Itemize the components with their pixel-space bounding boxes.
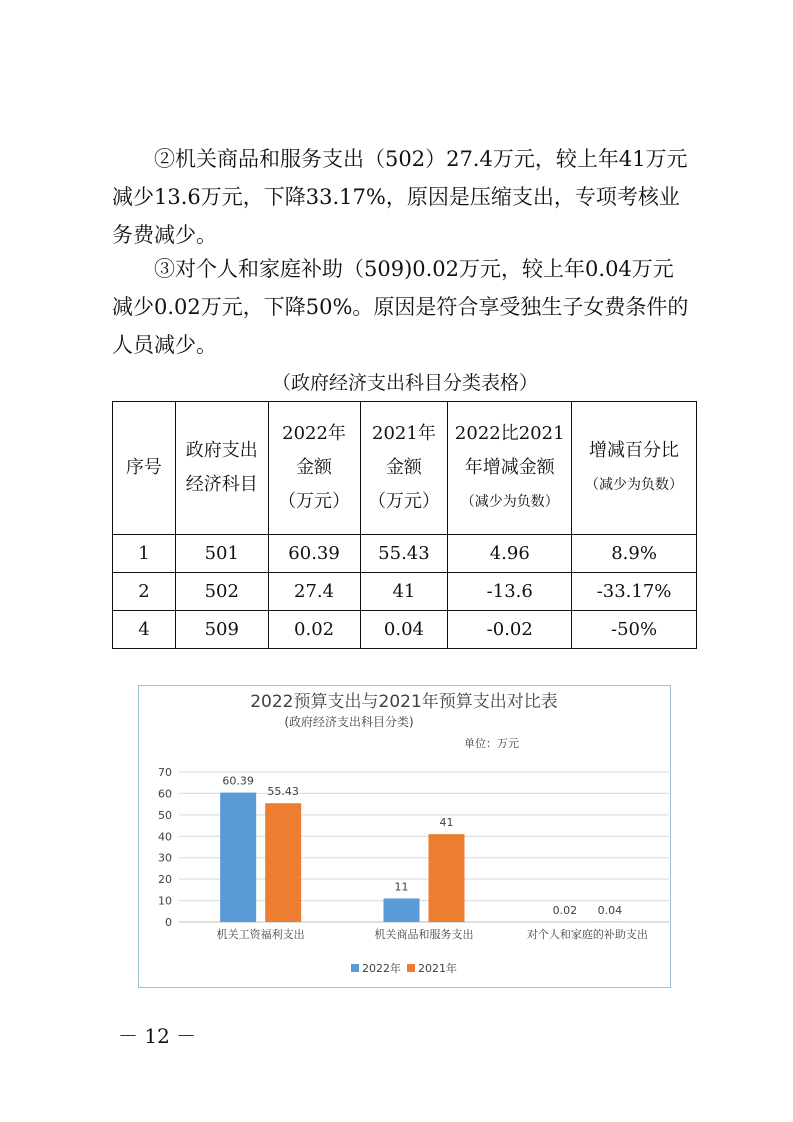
paragraph-family-subsidy: [112, 250, 689, 364]
chart-subtitle: (政府经济支出科目分类): [284, 715, 414, 729]
header-2021-amount: 2021年 金额 （万元）: [360, 402, 448, 535]
y-tick-label: 70: [158, 766, 172, 779]
data-label: 0.02: [552, 903, 578, 917]
page-number: － 12 －: [118, 1024, 197, 1048]
legend-label: 2022年: [362, 962, 401, 975]
cell-pct: 8.9%: [572, 535, 697, 573]
header-subject: 政府支出 经济科目: [175, 402, 268, 535]
y-tick-label: 0: [165, 916, 172, 929]
x-tick-label: 对个人和家庭的补助支出: [526, 928, 648, 941]
data-label: 0.04: [597, 903, 623, 917]
y-tick-label: 40: [158, 830, 172, 844]
table-header-row: [113, 402, 697, 535]
bar: [220, 793, 256, 922]
data-label: 41: [439, 816, 454, 830]
header-change-pct: 增减百分比 （减少为负数）: [572, 402, 697, 535]
cell-2022: 60.39: [268, 535, 360, 573]
cell-seq: 4: [113, 611, 176, 649]
y-tick-label: 30: [158, 851, 172, 865]
text-line: 人员减少。: [112, 333, 217, 357]
chart-unit-note: 单位：万元: [464, 737, 519, 750]
bar: [265, 803, 301, 922]
paragraph-goods-services: [112, 140, 688, 254]
cell-change: 4.96: [448, 535, 572, 573]
bar: [384, 898, 420, 922]
text-line: ②机关商品和服务支出（502）27.4万元，较上年41万元: [154, 147, 688, 171]
cell-subject: 509: [175, 611, 268, 649]
y-tick-label: 60: [158, 787, 172, 801]
cell-2021: 41: [360, 573, 448, 611]
table-caption: （政府经济支出科目分类表格）: [271, 372, 538, 394]
cell-2021: 0.04: [360, 611, 448, 649]
cell-seq: 1: [113, 535, 176, 573]
chart-title: 2022预算支出与2021年预算支出对比表: [250, 692, 558, 712]
legend-swatch: [351, 964, 359, 972]
table-row: [113, 535, 697, 573]
cell-change: -13.6: [448, 573, 572, 611]
cell-subject: 502: [175, 573, 268, 611]
cell-2022: 27.4: [268, 573, 360, 611]
data-label: 55.43: [267, 785, 299, 799]
table-row: [113, 611, 697, 649]
text-line: 务费减少。: [112, 223, 217, 247]
cell-2021: 55.43: [360, 535, 448, 573]
text-line: 减少13.6万元，下降33.17%，原因是压缩支出，专项考核业: [112, 185, 680, 209]
cell-seq: 2: [113, 573, 176, 611]
x-tick-label: 机关商品和服务支出: [374, 928, 474, 941]
data-label: 11: [394, 880, 409, 894]
chart-canvas: [139, 686, 670, 987]
economic-subject-table: [112, 401, 697, 649]
header-seq: 序号: [113, 402, 176, 535]
cell-subject: 501: [175, 535, 268, 573]
cell-change: -0.02: [448, 611, 572, 649]
y-tick-label: 50: [158, 808, 172, 822]
legend-label: 2021年: [418, 962, 457, 975]
y-tick-label: 20: [158, 873, 172, 887]
text-line: ③对个人和家庭补助（509)0.02万元，较上年0.04万元: [154, 257, 674, 281]
data-label: 60.39: [222, 774, 254, 788]
cell-2022: 0.02: [268, 611, 360, 649]
y-tick-label: 10: [158, 894, 172, 908]
budget-comparison-chart: [138, 685, 671, 988]
table-row: [113, 573, 697, 611]
bar: [429, 834, 465, 922]
text-line: 减少0.02万元，下降50%。原因是符合享受独生子女费条件的: [112, 295, 689, 319]
header-change-amount: 2022比2021 年增减金额 （减少为负数）: [448, 402, 572, 535]
cell-pct: -50%: [572, 611, 697, 649]
cell-pct: -33.17%: [572, 573, 697, 611]
x-tick-label: 机关工资福利支出: [216, 928, 305, 941]
legend-swatch: [407, 964, 415, 972]
header-2022-amount: 2022年 金额 （万元）: [268, 402, 360, 535]
